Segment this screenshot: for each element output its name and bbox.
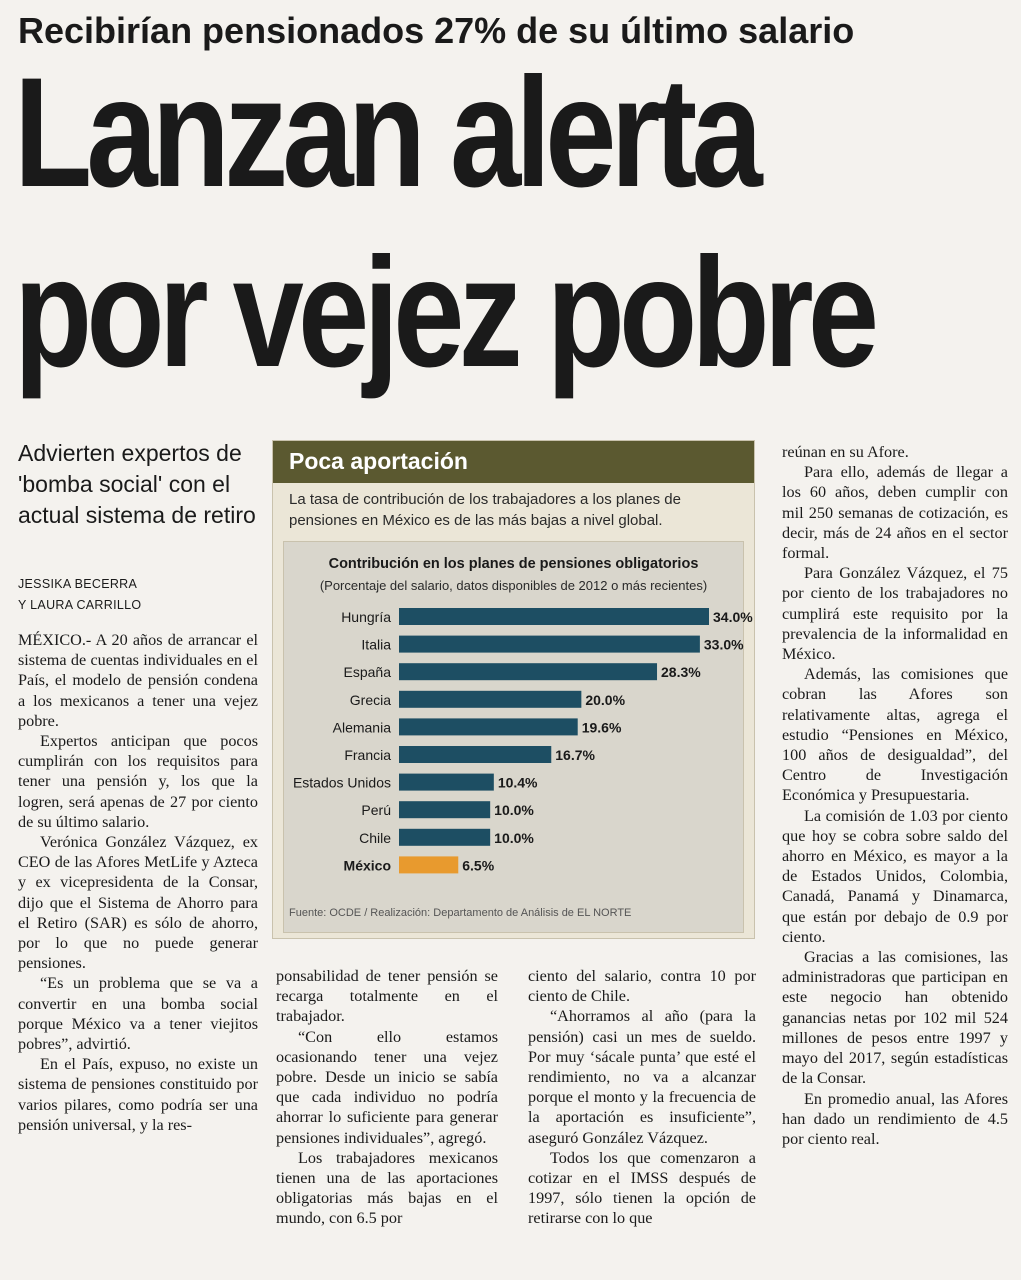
bar xyxy=(399,746,551,763)
bar-chart xyxy=(284,542,753,902)
paragraph: Gracias a las comisiones, las administradoras que participan en este negocio han obtenido ganancias netas por 102 mil 524 millones de pesos entre 1997 y mayo del 2017, según estadísticas de la Consar. xyxy=(782,948,1008,1088)
chart-source: Fuente: OCDE / Realización: Departamento de Análisis de EL NORTE xyxy=(289,907,632,919)
category-label: Grecia xyxy=(349,691,391,708)
value-label: 20.0% xyxy=(585,691,626,708)
paragraph: Para ello, además de llegar a los 60 años, deben cumplir con mil 250 semanas de cotización, es decir, más de 24 años en el sector formal. xyxy=(782,463,1008,563)
bar xyxy=(399,663,657,680)
chart-subtitle: (Porcentaje del salario, datos disponibles de 2012 o más recientes) xyxy=(319,578,708,593)
kicker: Recibirían pensionados 27% de su último salario xyxy=(18,10,855,51)
article-column-2 xyxy=(276,966,498,1229)
bar xyxy=(399,608,709,625)
infographic xyxy=(272,440,755,939)
headline-line-1: Lanzan alerta xyxy=(14,46,757,220)
paragraph: La comisión de 1.03 por ciento que hoy se cobra sobre saldo del ahorro en México, es mayor a la de Estados Unidos, Colombia, Canadá, Panamá y Dinamarca, que están por debajo de 0.9 por ciento. xyxy=(782,806,1008,946)
byline-author-1: JESSIKA BECERRA xyxy=(18,577,138,591)
category-label: Italia xyxy=(361,636,391,653)
article-column-4 xyxy=(782,442,1008,1149)
chart-title: Contribución en los planes de pensiones obligatorios xyxy=(328,556,699,572)
value-label: 10.4% xyxy=(497,774,538,791)
article-column-1 xyxy=(18,630,258,1135)
infographic-title: Poca aportación xyxy=(289,448,468,474)
paragraph: Verónica González Vázquez, ex CEO de las Afores MetLife y Azteca y ex vicepresidenta de la Consar, dijo que el Sistema de Ahorro para el Retiro (SAR) es sólo de ahorro, por lo que no puede generar pensiones. xyxy=(18,833,258,973)
value-label: 6.5% xyxy=(462,857,495,874)
value-label: 19.6% xyxy=(581,719,622,736)
value-label: 33.0% xyxy=(703,636,744,653)
bar xyxy=(399,718,578,735)
paragraph: Expertos anticipan que pocos cumplirán con los requisitos para tener una pensión y, los que la logren, será apenas de 27 por ciento de su último salario. xyxy=(18,732,258,831)
category-label: Francia xyxy=(344,747,391,763)
paragraph: MÉXICO.- A 20 años de arrancar el sistema de cuentas individuales en el País, el modelo de pensión condena a los mexicanos a tener una vejez pobre. xyxy=(18,631,258,730)
category-label: Perú xyxy=(361,802,391,819)
category-label: Hungría xyxy=(341,609,391,625)
paragraph: Además, las comisiones que cobran las Afores son relativamente altas, agrega el estudio “Pensiones en México, 100 años de desigualdad”, del Centro de Investigación Económica y Presupuestaria. xyxy=(782,665,1008,805)
article-column-3 xyxy=(528,966,756,1229)
value-label: 34.0% xyxy=(713,609,753,625)
category-label: Estados Unidos xyxy=(292,774,391,791)
paragraph: Los trabajadores mexicanos tienen una de las aportaciones obligatorias más bajas en el mundo, con 6.5 por xyxy=(276,1148,498,1228)
paragraph: En promedio anual, las Afores han dado un rendimiento de 4.5 por ciento real. xyxy=(782,1089,1008,1148)
headline-line-2: por vejez pobre xyxy=(14,226,874,400)
paragraph: “Es un problema que se va a convertir en una bomba social porque México va a tener viejitos pobres”, advirtió. xyxy=(18,974,258,1054)
value-label: 10.0% xyxy=(494,829,534,846)
paragraph: ponsabilidad de tener pensión se recarga totalmente en el trabajador. xyxy=(276,967,498,1026)
infographic-subtitle: La tasa de contribución de los trabajadores a los planes de pensiones en México es de las más bajas a nivel global. xyxy=(289,491,681,529)
category-label: Alemania xyxy=(332,719,391,736)
chart-panel xyxy=(283,541,753,933)
bar xyxy=(399,801,490,818)
paragraph: “Con ello estamos ocasionando tener una vejez pobre. Desde un inicio se sabía que cada individuo no podría ahorrar lo suficiente para generar pensiones individuales”, agregó. xyxy=(276,1027,498,1147)
paragraph: “Ahorramos al año (para la pensión) casi un mes de sueldo. Por muy ‘sácale punta’ que esté el rendimiento, no va a alcanzar porque el monto y la frecuencia de la aportación es insuficiente”, aseguró González Vázquez. xyxy=(528,1007,756,1147)
bar xyxy=(399,774,494,791)
paragraph: Para González Vázquez, el 75 por ciento de los trabajadores no cumplirá este requisito por la prevalencia de la informalidad en México. xyxy=(782,564,1008,664)
paragraph: En el País, expuso, no existe un sistema de pensiones constituido por varios pilares, como podría ser una pensión universal, y la res- xyxy=(18,1055,258,1134)
byline xyxy=(18,574,258,616)
value-label: 28.3% xyxy=(661,664,701,681)
paragraph: reúnan en su Afore. xyxy=(782,443,909,461)
bar xyxy=(399,829,490,846)
category-label: Chile xyxy=(359,829,391,846)
value-label: 16.7% xyxy=(555,747,595,763)
bar xyxy=(399,856,458,873)
infographic-header xyxy=(273,441,754,483)
value-label: 10.0% xyxy=(494,802,534,819)
category-label: México xyxy=(343,857,391,874)
byline-author-2: Y LAURA CARRILLO xyxy=(18,598,142,612)
category-label: España xyxy=(343,664,391,681)
bar xyxy=(399,636,700,653)
paragraph: Todos los que comenzaron a cotizar en el IMSS después de 1997, sólo tienen la opción de retirarse con lo que xyxy=(528,1148,756,1228)
deck: Advierten expertos de 'bomba social' con el actual sistema de retiro xyxy=(18,440,256,528)
bar xyxy=(399,691,581,708)
paragraph: ciento del salario, contra 10 por ciento de Chile. xyxy=(528,967,756,1006)
